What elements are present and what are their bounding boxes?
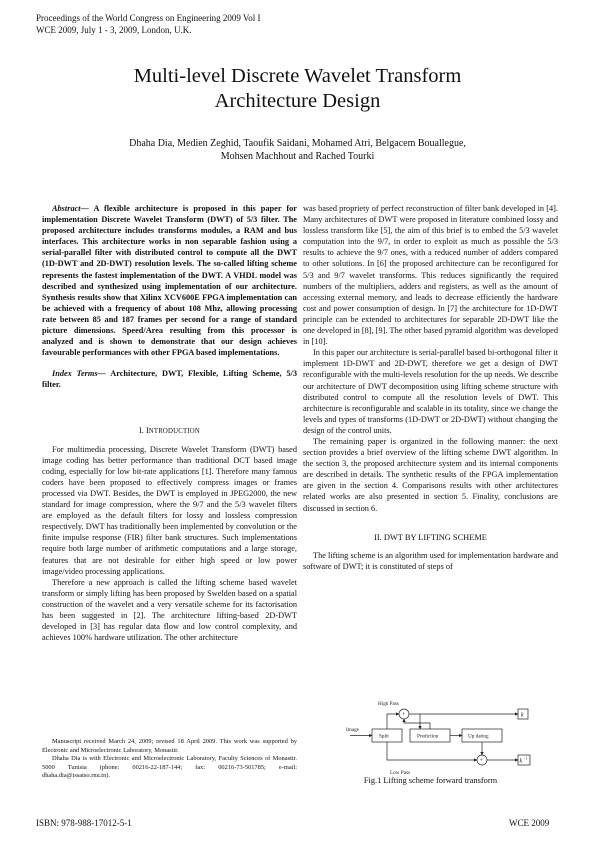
footnote [42,738,297,781]
abstract-label: Abstract— [52,204,89,213]
section-heading-introduction: I. INTRODUCTION [138,425,201,435]
abstract [42,203,297,358]
high-pass-plus: + [401,712,406,718]
title-line-1: Multi-level Discrete Wavelet Transform [133,65,462,87]
author-list [60,137,535,163]
lifting-scheme-diagram [340,695,540,777]
right-paragraph-3: The remaining paper is organized in the following manner: the next section provides a brief overview of the lifting scheme DWT algorithm. In the section 3, the proposed architecture system and its internal components are described in details. The synthetic results of the FPGA implementation are given in the section 4. Comparisons results with other architectures related works are also presented in section 5. Finality, conclusions are discussed in section 6. [303,436,558,513]
left-column [42,203,297,643]
k-inv-label: k [519,758,523,765]
image-label: Image [346,727,359,733]
index-terms [42,368,297,390]
index-terms-label: Index Terms— [52,369,106,379]
intro-paragraph-1: For multimedia processing, Discrete Wavelet Transform (DWT) based image coding has better performance than traditional DCT based image coding, especially for low bit-rate applications [1]. Therefore many famous coders have been proposed to effectively compress images or frames processed via DWT. Besides, the DWT is employed in JPEG2000, the new standard for image compression, where the 9/7 and the 5/3 wavelet filters are employed as the default filters for lossy and lossless compression respectively. DWT has traditionally been implemented by convolution or the finite impulse response (FIR) filter bank structures. Such implementations require both large number of arithmetic computations and a large storage, features that are not desirable for either high speed or low power image/video processing applications. [42,444,297,576]
section-heading-lifting: II. DWT BY LIFTING SCHEME [374,532,487,542]
authors-line-1: Dhaha Dia, Medien Zeghid, Taoufik Saidani, Mohamed Atri, Belgacem Bouallegue, [129,138,466,149]
right-column [303,203,558,572]
prediction-label: Prediction [417,733,439,740]
header-line-2: WCE 2009, July 1 - 3, 2009, London, U.K. [36,25,192,35]
right-paragraph-2: In this paper our architecture is serial-parallel based bi-orthogonal filter it implement 1D-DWT and 2D-DWT, therefore we get a design of DWT reconfigurable with the multi-levels resolution for the up needs. We describe our architecture of DWT decomposition using lifting scheme structure with distributed control to compute all the resolution levels of DWT. This architecture is reconfigurable and scalable in its totality, since we change the levels and types of transforms (1D-DWT or 2D-DWT) without changing the design of the control units. [303,348,558,435]
updating-label: Up dating [468,733,489,740]
right-paragraph-1: was based propriety of perfect reconstruction of filter bank developed in [4]. Many architectures of DWT were proposed in literature combined lossy and lossless transform like [5], the aim of this brief is to embed the 5/3 wavelet computation into the 9/7, in order to exploit as much as possible the 5/3 results to achieve the 9/7 ones, with a reduced number of adders compared to other solutions. In [6] the proposed architecture can be reconfigured for 5/3 and 9/7 wavelet transforms. This reduces significantly the required numbers of the multipliers, adders and registers, as well as the amount of accessing external memory, and leads to decrease efficiently the hardware cost and power consumption of design. In [7] the architecture for 1D-DWT principle can be extended to architectures for separable 2D-DWT like the one developed in [8], [9]. The other based pyramid algorithm was developed in [10]. [303,204,558,347]
header-line-1: Proceedings of the World Congress on Engineering 2009 Vol I [36,13,261,23]
footnote-affiliation: Dhaha Dia is with Electronic and Microelectronic Laboratory, Faculty Sciences of Monastir. 5000 Tunisia (phone: 00216-22-187-144; fax: 00216-73-501785; e-mail: dhaha.dia@issatso.rnu.tn). [42,755,297,780]
authors-line-2: Mohsen Machhout and Rached Tourki [220,151,375,162]
title-line-2: Architecture Design [214,90,381,112]
footer-isbn: ISBN: 978-988-17012-5-1 [36,818,132,828]
high-pass-label: High Pass [378,701,399,707]
low-pass-plus: + [479,758,484,764]
split-label: Split [379,733,389,740]
index-terms-text: Architecture, DWT, Flexible, Lifting Scheme, 5/3 filter. [42,369,298,390]
intro-paragraph-2: Therefore a new approach is called the lifting scheme based wavelet transform or simply lifting has been proposed by Swelden based on a spatial construction of the wavelet and a very versatile scheme for its factorisation has been suggested in [2]. The architecture lifting-based 2D-DWT developed in [3] has regular data flow and low control complexity, and achieves 100% hardware utilization. The other architecture [42,577,297,643]
paper-title [0,64,595,114]
figure-caption: Fig.1 Lifting scheme forward transform [363,776,498,785]
abstract-text: A flexible architecture is proposed in this paper for implementation Discrete Wavelet Transform (DWT) of 5/3 filter. The proposed architecture includes transforms modules, a RAM and bus interfaces. This architecture works in non separable fashion using a serial-parallel filter with distributed control to compute all the DWT (1D-DWT and 2D-DWT) resolution levels. The so-called lifting scheme represents the fastest implementation of the DWT. A VHDL model was described and synthesized using implementation of our architecture. Synthesis results show that Xilinx XCV600E FPGA implementation can be achieved with a frequency of about 108 Mhz, allowing processing rate between 85 and 187 frames per second for a range of standard picture dimensions. Speed/Area resulting from this processor is analyzed and is shown to demonstrate that our design achieves favourable performances with other FPGA based implementations. [42,204,297,358]
k-inv-superscript: -1 [524,756,527,761]
right-paragraph-4: The lifting scheme is an algorithm used for implementation hardware and software of DWT; it is constituted of steps of [303,550,558,571]
k-label: k [521,712,524,719]
low-pass-label: Low Pass [390,770,411,776]
footnote-manuscript: Manuscript received March 24, 2009; revised 18 April 2009. This work was supported by Electronic and Microelectronic Laboratory, Monastir. [42,738,297,754]
footer-conference: WCE 2009 [509,818,550,828]
proceedings-header [36,12,261,36]
